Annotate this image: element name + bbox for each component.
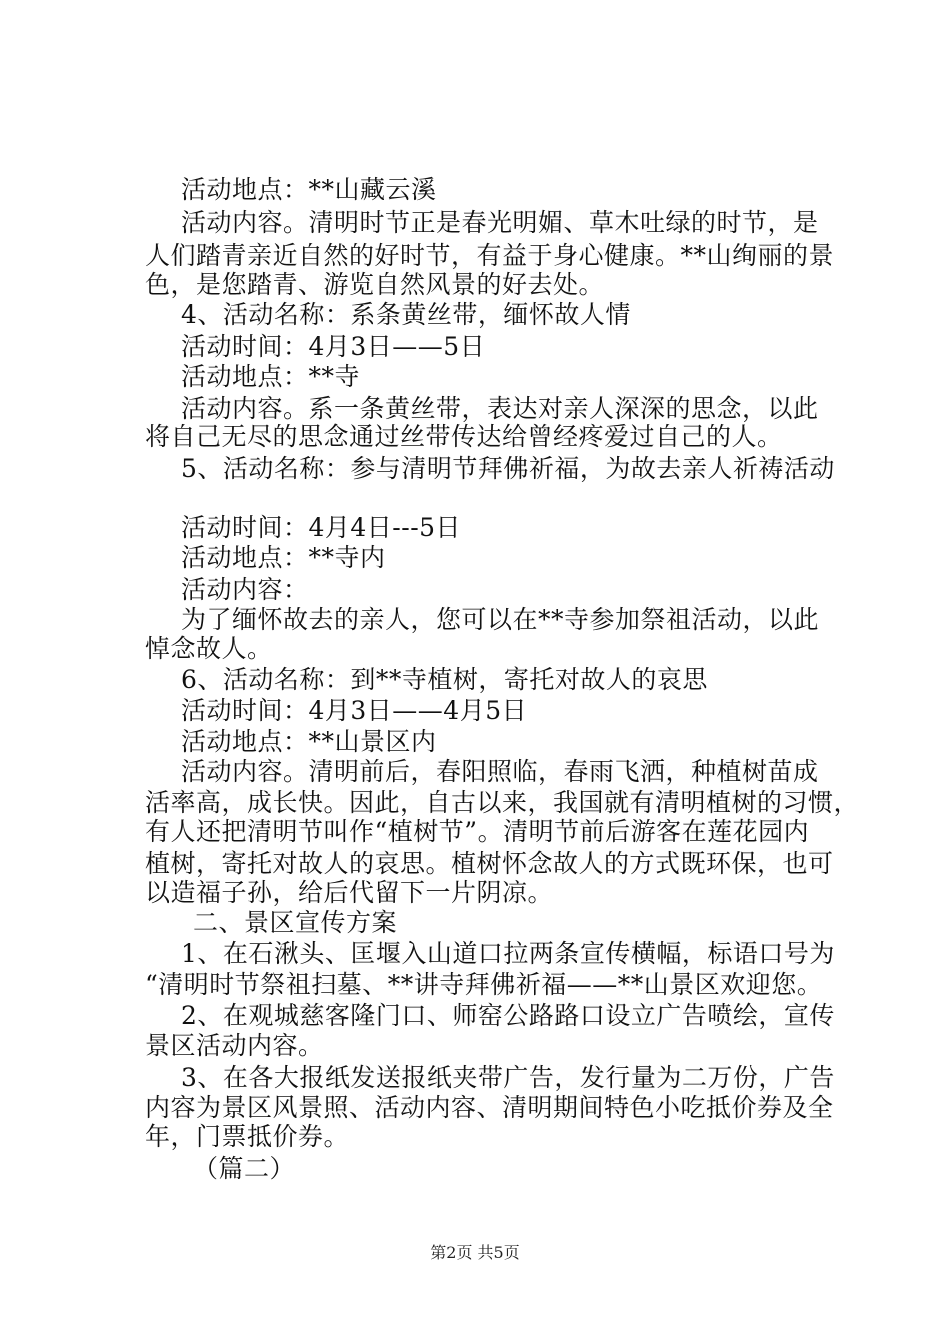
text-line: 6、活动名称：到**寺植树，寄托对故人的哀思 [181,665,708,694]
text-line: 1、在石湫头、匡堰入山道口拉两条宣传横幅，标语口号为 [181,939,835,968]
text-line: 活动内容。清明前后，春阳照临，春雨飞洒，种植树苗成 [181,757,819,786]
text-line: 4、活动名称：系条黄丝带，缅怀故人情 [181,300,631,329]
text-line: 活动内容： [181,575,309,604]
text-line: “清明时节祭祖扫墓、**讲寺拜佛祈福——**山景区欢迎您。 [145,970,823,999]
text-line: 活动时间：4月4日---5日 [181,513,462,542]
text-line: 活动内容。系一条黄丝带，表达对亲人深深的思念，以此 [181,394,819,423]
text-line: 活动时间：4月3日——5日 [181,332,486,361]
text-line: 色，是您踏青、游览自然风景的好去处。 [145,270,605,299]
text-line: 活动地点：**寺 [181,362,361,391]
text-line: 活动时间：4月3日——4月5日 [181,696,528,725]
text-line: 悼念故人。 [145,634,273,663]
text-line: 活率高，成长快。因此，自古以来，我国就有清明植树的习惯， [145,788,860,817]
text-line: 人们踏青亲近自然的好时节，有益于身心健康。**山绚丽的景 [145,241,835,270]
text-line: 3、在各大报纸发送报纸夹带广告，发行量为二万份，广告 [181,1063,835,1092]
text-line: 活动地点：**寺内 [181,543,386,572]
text-line: 活动内容。清明时节正是春光明媚、草木吐绿的时节，是 [181,208,819,237]
page-footer: 第2页 共5页 [430,1243,520,1262]
text-line: 5、活动名称：参与清明节拜佛祈福，为故去亲人祈祷活动 [181,454,835,483]
text-line: 年，门票抵价券。 [145,1122,350,1151]
text-line: 将自己无尽的思念通过丝带传达给曾经疼爱过自己的人。 [145,422,783,451]
text-line: 活动地点：**山藏云溪 [181,175,437,204]
text-line: 有人还把清明节叫作“植树节”。清明节前后游客在莲花园内 [145,817,810,846]
text-line: 活动地点：**山景区内 [181,727,437,756]
text-line: 植树，寄托对故人的哀思。植树怀念故人的方式既环保，也可 [145,849,834,878]
text-line: 景区活动内容。 [145,1031,324,1060]
text-line: 内容为景区风景照、活动内容、清明期间特色小吃抵价券及全 [145,1093,834,1122]
text-line: 2、在观城慈客隆门口、师窑公路路口设立广告喷绘，宣传 [181,1001,835,1030]
text-line: 以造福子孙，给后代留下一片阴凉。 [145,878,554,907]
section-heading: 二、景区宣传方案 [193,908,398,937]
section-heading: （篇二） [193,1154,296,1183]
text-line: 为了缅怀故去的亲人，您可以在**寺参加祭祖活动，以此 [181,605,820,634]
